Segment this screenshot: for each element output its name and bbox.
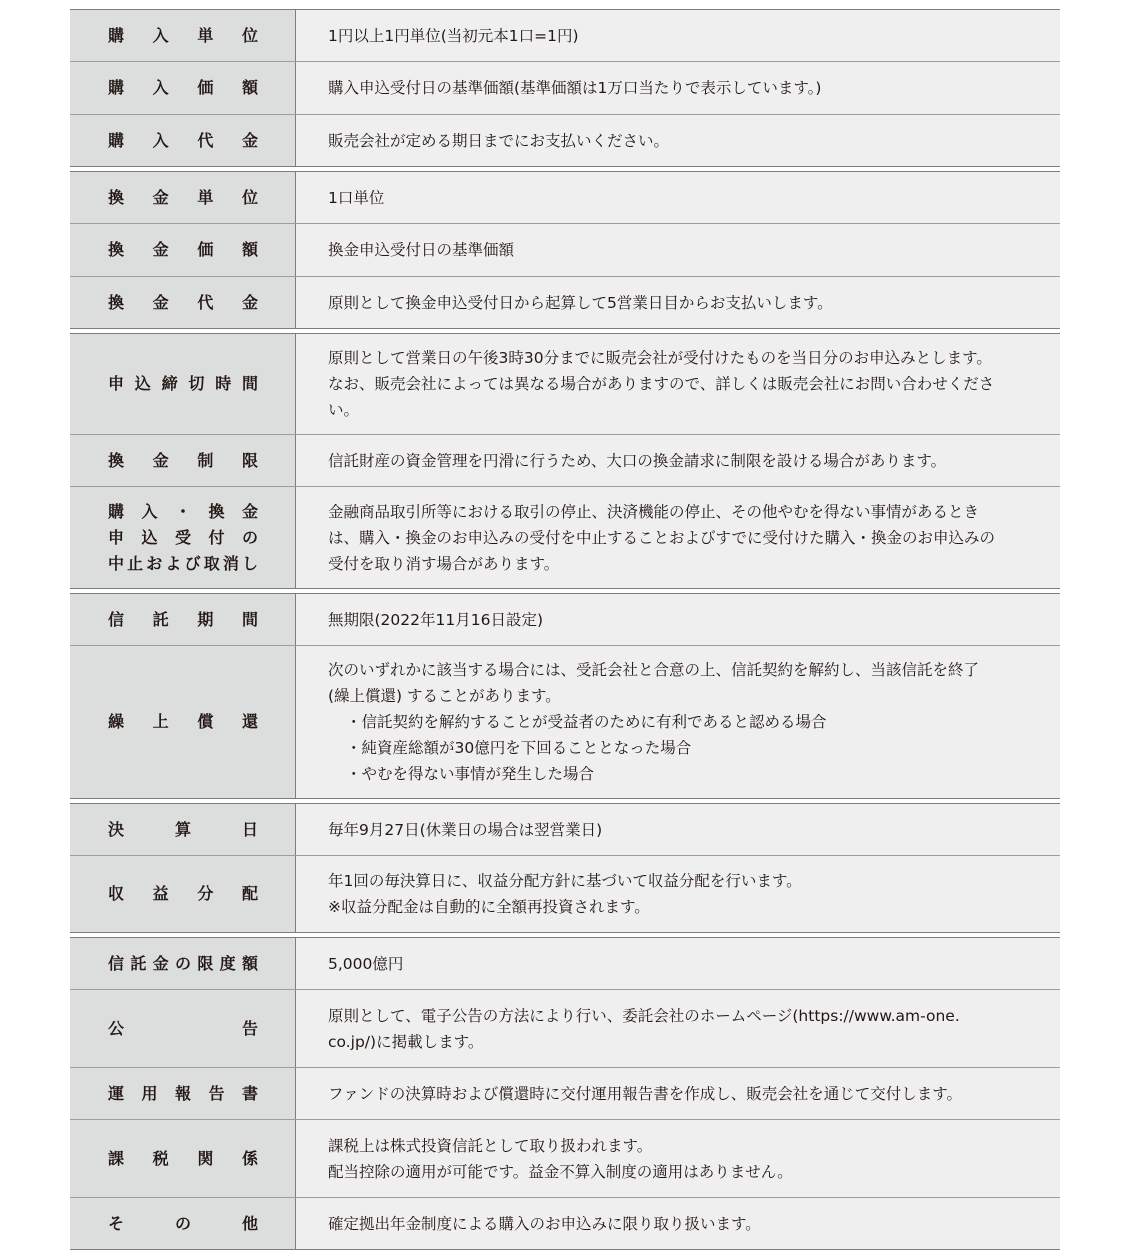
row-label bbox=[70, 10, 296, 61]
row-label-text: 換 金 価 額 bbox=[108, 240, 258, 259]
row-value-text: 換金申込受付日の基準価額 bbox=[328, 241, 515, 259]
row-label-text: 換 金 代 金 bbox=[108, 292, 258, 312]
row-value bbox=[296, 856, 1060, 932]
row-value-text: (繰上償還) することがあります。 bbox=[328, 687, 561, 705]
table-row bbox=[70, 10, 1060, 61]
table-row bbox=[70, 334, 1060, 434]
row-label-text: 購 入 ・ 換 金 bbox=[108, 501, 258, 521]
table-row bbox=[70, 1119, 1060, 1197]
row-label bbox=[70, 990, 296, 1067]
row-value-text: は、購入・換金のお申込みの受付を中止することおよびすでに受付けた購入・換金のお申込みの bbox=[328, 528, 995, 547]
table-section bbox=[70, 9, 1060, 167]
row-value-text: 金融商品取引所等における取引の停止、決済機能の停止、その他やむを得ない事情があるとき bbox=[328, 502, 980, 521]
row-label-text: そ の 他 bbox=[108, 1213, 258, 1233]
row-label bbox=[70, 1198, 296, 1249]
row-value bbox=[296, 334, 1060, 434]
row-value bbox=[296, 62, 1060, 114]
table-section bbox=[70, 171, 1060, 329]
row-value-text: 課税上は株式投資信託として取り扱われます。 bbox=[328, 1136, 653, 1155]
row-label-text: 公 告 bbox=[108, 1018, 258, 1038]
table-section bbox=[70, 803, 1060, 933]
row-value-text: 5,000億円 bbox=[328, 954, 404, 973]
row-value-text: 信託財産の資金管理を円滑に行うため、大口の換金請求に制限を設ける場合があります。 bbox=[328, 451, 947, 470]
row-value-text: 原則として営業日の午後3時30分までに販売会社が受付けたものを当日分のお申込みとします。 bbox=[328, 349, 992, 367]
row-value bbox=[296, 277, 1060, 328]
table-row bbox=[70, 938, 1060, 989]
row-value-text: 購入申込受付日の基準価額(基準価額は1万口当たりで表示しています。) bbox=[328, 79, 822, 97]
row-value-text: ファンドの決算時および償還時に交付運用報告書を作成し、販売会社を通じて交付します。 bbox=[328, 1084, 962, 1103]
row-label-text: 換 金 制 限 bbox=[108, 450, 258, 470]
row-label bbox=[70, 1120, 296, 1197]
row-value-text: 原則として、電子公告の方法により行い、委託会社のホームページ(https://www.am-one. bbox=[328, 1006, 960, 1025]
row-value bbox=[296, 594, 1060, 645]
row-label-text: 信 託 金 の 限 度 額 bbox=[108, 953, 258, 973]
row-value bbox=[296, 115, 1060, 166]
table-row bbox=[70, 1197, 1060, 1249]
table-row bbox=[70, 1067, 1060, 1119]
row-value-text: 年1回の毎決算日に、収益分配方針に基づいて収益分配を行います。 bbox=[328, 872, 802, 890]
row-value-text: ・やむを得ない事情が発生した場合 bbox=[346, 765, 595, 783]
row-label bbox=[70, 172, 296, 223]
row-value bbox=[296, 804, 1060, 855]
row-value bbox=[296, 938, 1060, 989]
row-value bbox=[296, 435, 1060, 486]
row-label-text: 中 止 お よ び 取 消 し bbox=[108, 553, 258, 573]
table-row bbox=[70, 223, 1060, 276]
row-label bbox=[70, 594, 296, 645]
row-value-text: い。 bbox=[328, 401, 360, 419]
row-label-text: 決 算 日 bbox=[108, 819, 258, 839]
table-section bbox=[70, 937, 1060, 1250]
row-label-text: 収 益 分 配 bbox=[108, 884, 258, 903]
row-label bbox=[70, 856, 296, 932]
row-label-text: 換 金 単 位 bbox=[108, 187, 258, 207]
row-label bbox=[70, 938, 296, 989]
row-label bbox=[70, 277, 296, 328]
row-value bbox=[296, 1198, 1060, 1249]
row-label bbox=[70, 487, 296, 588]
fund-terms-table bbox=[70, 9, 1060, 1250]
row-label bbox=[70, 224, 296, 276]
row-label-text: 課 税 関 係 bbox=[108, 1148, 258, 1168]
row-value-text: 原則として換金申込受付日から起算して5営業日目からお支払いします。 bbox=[328, 293, 833, 312]
row-value-text: 確定拠出年金制度による購入のお申込みに限り取り扱います。 bbox=[328, 1214, 761, 1233]
table-row bbox=[70, 114, 1060, 166]
table-row bbox=[70, 172, 1060, 223]
table-row bbox=[70, 645, 1060, 798]
row-value-text: 無期限(2022年11月16日設定) bbox=[328, 610, 543, 629]
row-value bbox=[296, 1068, 1060, 1119]
row-value-text: 販売会社が定める期日までにお支払いください。 bbox=[328, 131, 670, 150]
row-value-text: 配当控除の適用が可能です。益金不算入制度の適用はありません。 bbox=[328, 1162, 793, 1181]
table-row bbox=[70, 804, 1060, 855]
row-label bbox=[70, 435, 296, 486]
table-section bbox=[70, 333, 1060, 589]
row-label-text: 繰 上 償 還 bbox=[108, 712, 258, 731]
row-value-text: co.jp/)に掲載します。 bbox=[328, 1032, 484, 1051]
table-row bbox=[70, 61, 1060, 114]
row-value-text: 1円以上1円単位(当初元本1口=1円) bbox=[328, 26, 579, 45]
row-value bbox=[296, 224, 1060, 276]
row-label-text: 申 込 締 切 時 間 bbox=[108, 374, 258, 393]
row-value-text: ・純資産総額が30億円を下回ることとなった場合 bbox=[346, 739, 692, 757]
row-label bbox=[70, 62, 296, 114]
row-value-text: ※収益分配金は自動的に全額再投資されます。 bbox=[328, 898, 650, 916]
row-value-text: 1口単位 bbox=[328, 188, 385, 207]
table-row bbox=[70, 486, 1060, 588]
row-label bbox=[70, 646, 296, 798]
table-row bbox=[70, 855, 1060, 932]
row-label-text: 購 入 代 金 bbox=[108, 130, 258, 150]
table-row bbox=[70, 434, 1060, 486]
row-value bbox=[296, 1120, 1060, 1197]
row-label-text: 購 入 単 位 bbox=[108, 25, 258, 45]
table-row bbox=[70, 276, 1060, 328]
table-section bbox=[70, 593, 1060, 799]
row-value-text: 毎年9月27日(休業日の場合は翌営業日) bbox=[328, 820, 603, 839]
row-label bbox=[70, 115, 296, 166]
table-row bbox=[70, 594, 1060, 645]
row-label bbox=[70, 334, 296, 434]
row-label bbox=[70, 1068, 296, 1119]
row-value-text: なお、販売会社によっては異なる場合がありますので、詳しくは販売会社にお問い合わせくださ bbox=[328, 375, 995, 393]
row-value-text: 受付を取り消す場合があります。 bbox=[328, 554, 560, 573]
row-label-text: 信 託 期 間 bbox=[108, 609, 258, 629]
row-value bbox=[296, 10, 1060, 61]
row-value-text: 次のいずれかに該当する場合には、受託会社と合意の上、信託契約を解約し、当該信託を終了 bbox=[328, 661, 980, 679]
table-row bbox=[70, 989, 1060, 1067]
row-label-text: 運 用 報 告 書 bbox=[108, 1083, 258, 1103]
row-label-text: 申 込 受 付 の bbox=[108, 527, 258, 547]
row-value bbox=[296, 990, 1060, 1067]
row-value bbox=[296, 646, 1060, 798]
row-value-text: ・信託契約を解約することが受益者のために有利であると認める場合 bbox=[346, 713, 827, 731]
row-value bbox=[296, 487, 1060, 588]
row-label bbox=[70, 804, 296, 855]
row-label-text: 購 入 価 額 bbox=[108, 78, 258, 97]
row-value bbox=[296, 172, 1060, 223]
